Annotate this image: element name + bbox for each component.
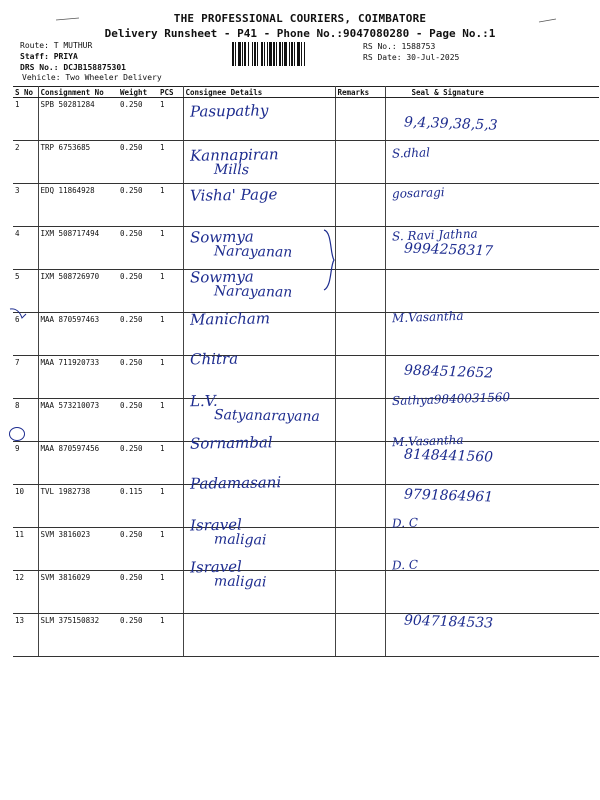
rs-no-value: 1588753 [401, 42, 436, 51]
row-weight: 0.250 [118, 227, 158, 270]
row-consignment-no: MAA 573210073 [38, 399, 118, 442]
table-row [13, 528, 599, 571]
barcode-bar [284, 42, 287, 66]
row-remarks-cell [335, 270, 385, 313]
runsheet-subtitle: Delivery Runsheet - P41 - Phone No.:9047080280 - Page No.:1 [104, 27, 496, 40]
barcode-bar [291, 42, 293, 66]
row-6-tick [8, 306, 28, 320]
row-pcs: 1 [158, 614, 183, 657]
signature-handwritten: M.Vasantha [391, 308, 464, 326]
row-weight: 0.250 [118, 614, 158, 657]
route-info [20, 41, 92, 51]
row-sno: 8 [13, 399, 38, 442]
staff-label: Staff: [20, 52, 49, 61]
row-weight: 0.115 [118, 485, 158, 528]
barcode-bar [282, 42, 283, 66]
row-remarks-cell [335, 399, 385, 442]
rs-no-info [363, 42, 435, 52]
col-header-consignee: Consignee Details [183, 87, 335, 98]
signature-phone-handwritten: 9,4,39,38,5,3 [403, 114, 498, 134]
row-sno: 9 [13, 442, 38, 485]
consignee-name-handwritten: Isravel [189, 515, 243, 535]
row-weight: 0.250 [118, 356, 158, 399]
row-seal-cell [385, 270, 599, 313]
row-weight: 0.250 [118, 571, 158, 614]
barcode-bar [273, 42, 275, 66]
consignee-name-line2-handwritten: maligai [213, 573, 267, 591]
row-9-circle [8, 426, 26, 442]
consignee-name-handwritten: Isravel [189, 557, 243, 577]
row-weight: 0.250 [118, 442, 158, 485]
barcode-bar [242, 42, 243, 66]
barcode-bar [248, 42, 249, 66]
barcode-bar [257, 42, 258, 66]
consignee-name-handwritten: Sornambal [189, 433, 273, 453]
table-row [13, 571, 599, 614]
col-header-weight: Weight [118, 87, 158, 98]
barcode-bar [276, 42, 277, 66]
row-consignment-no: MAA 711920733 [38, 356, 118, 399]
col-header-remarks: Remarks [335, 87, 385, 98]
row-sno: 1 [13, 98, 38, 141]
table-row [13, 184, 599, 227]
signature-handwritten: D. C [391, 557, 419, 573]
consignee-name-line2-handwritten: Mills [213, 161, 250, 179]
row-sno: 4 [13, 227, 38, 270]
table-row [13, 270, 599, 313]
table-row [13, 98, 599, 141]
row-consignment-no: IXM 508726970 [38, 270, 118, 313]
row-consignment-no: SPB 50281284 [38, 98, 118, 141]
row-weight: 0.250 [118, 141, 158, 184]
row-sno: 3 [13, 184, 38, 227]
table-row [13, 141, 599, 184]
row-weight: 0.250 [118, 270, 158, 313]
row-sno: 13 [13, 614, 38, 657]
row-consignee-cell [183, 614, 335, 657]
signature-handwritten: M.Vasantha [391, 432, 464, 450]
table-row [13, 614, 599, 657]
signature-handwritten: D. C [391, 515, 419, 531]
company-title: THE PROFESSIONAL COURIERS, COIMBATORE [173, 12, 427, 25]
pen-mark-top-left [55, 16, 81, 22]
row-consignment-no: IXM 508717494 [38, 227, 118, 270]
row-weight: 0.250 [118, 313, 158, 356]
row-pcs: 1 [158, 356, 183, 399]
row-pcs: 1 [158, 442, 183, 485]
row-remarks-cell [335, 184, 385, 227]
row-consignment-no: EDQ 11864928 [38, 184, 118, 227]
row-sno: 6 [13, 313, 38, 356]
row-remarks-cell [335, 614, 385, 657]
barcode-bar [264, 42, 265, 66]
barcode-bar [232, 42, 234, 66]
vehicle-label: Vehicle: [22, 73, 61, 82]
signature-phone-handwritten: 9884512652 [403, 362, 494, 382]
row-sno: 12 [13, 571, 38, 614]
row-remarks-cell [335, 141, 385, 184]
consignee-name-line2-handwritten: Narayanan [213, 283, 293, 301]
row-weight: 0.250 [118, 399, 158, 442]
consignee-name-handwritten: Chitra [189, 349, 239, 369]
signature-handwritten: S. Ravi Jathna [391, 226, 478, 244]
row-remarks-cell [335, 313, 385, 356]
staff-value: PRIYA [53, 52, 78, 61]
row-weight: 0.250 [118, 184, 158, 227]
drs-label: DRS No.: [20, 63, 59, 72]
row-remarks-cell [335, 485, 385, 528]
barcode-bar [254, 42, 256, 66]
barcode-bar [294, 42, 295, 66]
row-sno: 11 [13, 528, 38, 571]
row-remarks-cell [335, 571, 385, 614]
staff-info [20, 52, 78, 62]
row-remarks-cell [335, 356, 385, 399]
row-consignment-no: MAA 870597456 [38, 442, 118, 485]
table-header-row [13, 87, 599, 98]
signature-handwritten: S.dhal [391, 145, 431, 161]
row-remarks-cell [335, 98, 385, 141]
row-sno: 5 [13, 270, 38, 313]
barcode-bar [244, 42, 246, 66]
signature-phone-handwritten: 9047184533 [403, 612, 494, 632]
row-consignment-no: TVL 1982738 [38, 485, 118, 528]
col-header-consignment: Consignment No [38, 87, 118, 98]
col-header-pcs: PCS [158, 87, 183, 98]
consignee-name-handwritten: Sowmya [189, 227, 254, 247]
row-pcs: 1 [158, 571, 183, 614]
consignee-name-handwritten: Visha' Page [189, 185, 278, 205]
barcode-bar [238, 42, 241, 66]
barcode-bar [297, 42, 300, 66]
row-seal-cell [385, 571, 599, 614]
table-row [13, 485, 599, 528]
table-row [13, 356, 599, 399]
barcode-bar [304, 42, 305, 66]
row-pcs: 1 [158, 98, 183, 141]
row-remarks-cell [335, 528, 385, 571]
rs-no-label: RS No.: [363, 42, 397, 51]
rs-date-label: RS Date: [363, 53, 402, 62]
row-pcs: 1 [158, 528, 183, 571]
consignee-name-handwritten: Manicham [189, 309, 271, 329]
row-remarks-cell [335, 442, 385, 485]
barcode-bar [269, 42, 272, 66]
signature-phone-handwritten: 8148441560 [403, 446, 494, 466]
row-consignment-no: MAA 870597463 [38, 313, 118, 356]
barcode-bar [289, 42, 290, 66]
row-pcs: 1 [158, 227, 183, 270]
rs-date-value: 30-Jul-2025 [406, 53, 460, 62]
table-row [13, 227, 599, 270]
barcode-bar [301, 42, 302, 66]
signature-handwritten: Sathya9840031560 [391, 389, 511, 409]
barcode-bar [279, 42, 281, 66]
row-remarks-cell [335, 227, 385, 270]
consignee-name-line2-handwritten: Satyanarayana [213, 407, 320, 425]
consignee-name-handwritten: Padamasani [189, 473, 282, 493]
rs-date-info [363, 53, 459, 63]
row-consignment-no: SVM 3816029 [38, 571, 118, 614]
row-sno: 7 [13, 356, 38, 399]
vehicle-value: Two Wheeler Delivery [65, 73, 162, 82]
col-header-seal-label: Seal & Signature [411, 87, 484, 97]
barcode [232, 42, 350, 66]
route-value: T MUTHUR [53, 41, 93, 50]
route-label: Route: [20, 41, 49, 50]
row-pcs: 1 [158, 399, 183, 442]
drs-value: DCJB158875301 [63, 63, 126, 72]
consignee-name-handwritten: Sowmya [189, 267, 254, 287]
row-pcs: 1 [158, 184, 183, 227]
barcode-bar [252, 42, 253, 66]
table-row [13, 442, 599, 485]
vehicle-info [22, 73, 162, 83]
barcode-bar [267, 42, 268, 66]
pen-mark-top-right [538, 18, 558, 24]
consignee-name-handwritten: Pasupathy [189, 101, 269, 121]
signature-phone-handwritten: 9791864961 [403, 486, 494, 506]
row-sno: 10 [13, 485, 38, 528]
consignee-name-line2-handwritten: Narayanan [213, 243, 293, 261]
consignee-name-handwritten: L.V. [189, 391, 218, 411]
row-pcs: 1 [158, 313, 183, 356]
row-sno: 2 [13, 141, 38, 184]
row-consignment-no: SVM 3816023 [38, 528, 118, 571]
barcode-bar [261, 42, 263, 66]
signature-phone-handwritten: 9994258317 [403, 240, 494, 260]
runsheet-table [13, 86, 599, 657]
signature-handwritten: gosaragi [391, 185, 445, 201]
row-pcs: 1 [158, 141, 183, 184]
consignee-name-handwritten: Kannapiran [189, 145, 279, 165]
drs-info [20, 63, 126, 73]
row-weight: 0.250 [118, 98, 158, 141]
brace-mark [322, 228, 336, 292]
col-header-seal [385, 87, 599, 98]
col-header-sno: S No [13, 87, 38, 98]
row-consignment-no: TRP 6753685 [38, 141, 118, 184]
row-pcs: 1 [158, 270, 183, 313]
row-pcs: 1 [158, 485, 183, 528]
table-row [13, 313, 599, 356]
row-weight: 0.250 [118, 528, 158, 571]
row-consignment-no: SLM 375150832 [38, 614, 118, 657]
consignee-name-line2-handwritten: maligai [213, 531, 267, 549]
barcode-bar [235, 42, 236, 66]
